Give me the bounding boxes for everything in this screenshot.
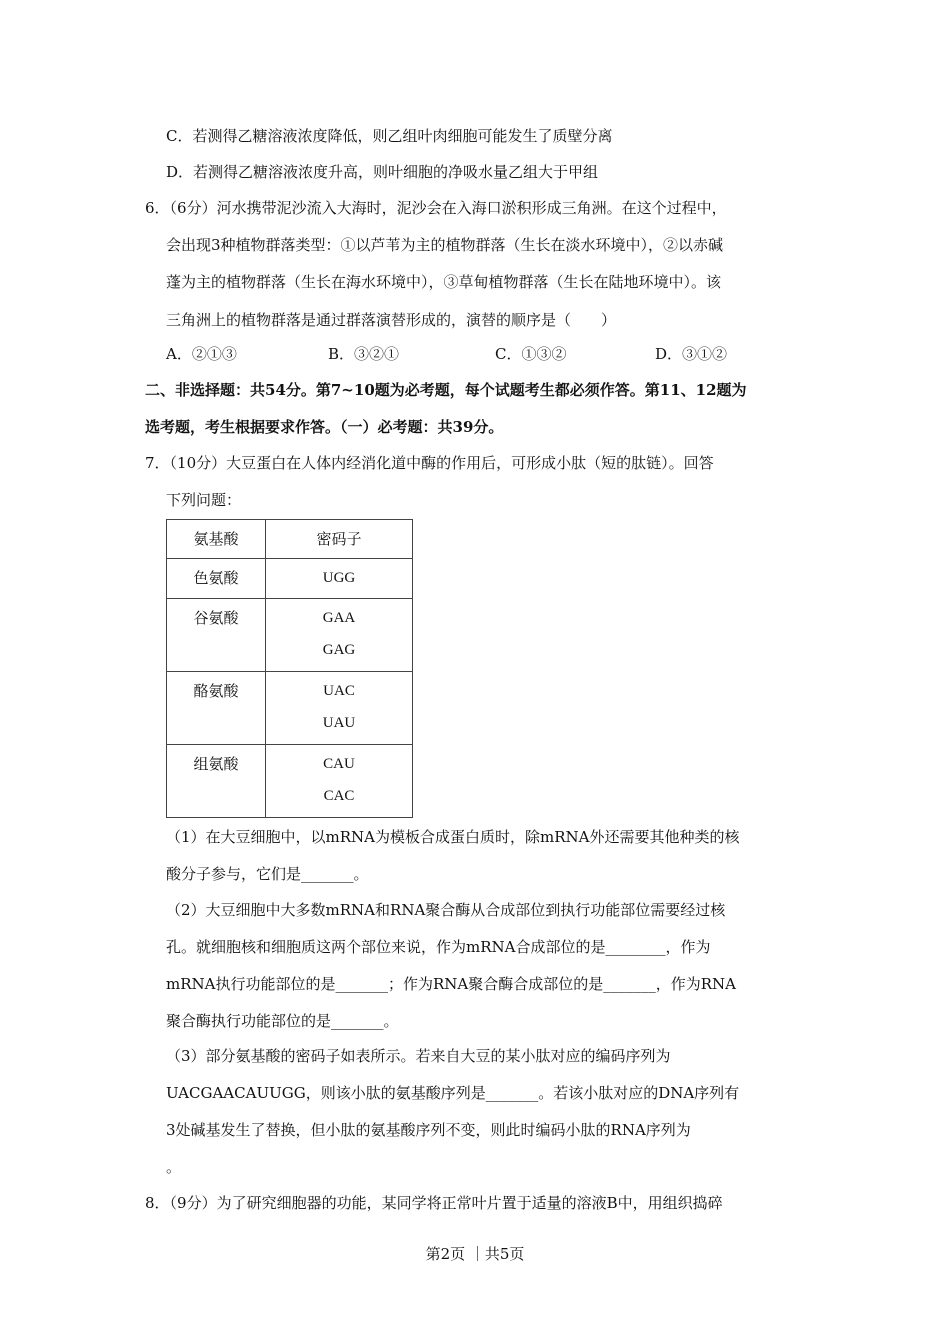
question-7-part-3-line-3: 3处碱基发生了替换，但小肽的氨基酸序列不变，则此时编码小肽的RNA序列为 [166, 1121, 691, 1139]
codon-table [166, 519, 413, 818]
amino-acid-cell: 谷氨酸 [167, 599, 266, 672]
amino-acid-cell: 色氨酸 [167, 559, 266, 599]
question-7-line-2: 下列问题： [166, 491, 242, 509]
question-5-option-c: C．若测得乙糖溶液浓度降低，则乙组叶肉细胞可能发生了质壁分离 [166, 127, 613, 145]
question-6-line-3: 蓬为主的植物群落（生长在海水环境中），③草甸植物群落（生长在陆地环境中）。该 [166, 273, 722, 291]
codon-cell: GAA GAG [266, 599, 413, 672]
section-2-heading-line-1: 二、非选择题：共54分。第7~10题为必考题，每个试题考生都必须作答。第11、12题为 [145, 381, 747, 399]
codon-cell: UAC UAU [266, 672, 413, 745]
amino-acid-cell: 组氨酸 [167, 745, 266, 818]
question-7-part-2-line-2: 孔。就细胞核和细胞质这两个部位来说，作为mRNA合成部位的是________，作为 [166, 938, 711, 956]
section-2-heading-line-2: 选考题，考生根据要求作答。（一）必考题：共39分。 [145, 418, 504, 436]
table-header-row [167, 520, 413, 559]
question-6-option-a: A．②①③ [166, 345, 237, 363]
table-header-codon: 密码子 [266, 520, 413, 559]
question-6-line-2: 会出现3种植物群落类型：①以芦苇为主的植物群落（生长在淡水环境中），②以赤碱 [166, 236, 724, 254]
question-6-line-4: 三角洲上的植物群落是通过群落演替形成的，演替的顺序是（ ） [166, 311, 617, 329]
table-header-amino-acid: 氨基酸 [167, 520, 266, 559]
question-6-option-b: B．③②① [328, 345, 400, 363]
question-6-line-1: 6．（6分）河水携带泥沙流入大海时，泥沙会在入海口淤积形成三角洲。在这个过程中， [145, 199, 727, 217]
question-7-part-2-line-4: 聚合酶执行功能部位的是_______。 [166, 1012, 399, 1030]
page-footer: 第2页 ｜共5页 [425, 1245, 525, 1263]
table-row [167, 559, 413, 599]
table-row [167, 745, 413, 818]
question-6-option-c: C．①③② [495, 345, 567, 363]
question-7-part-1-line-2: 酸分子参与，它们是_______。 [166, 865, 369, 883]
question-7-part-3-line-2: UACGAACAUUGG，则该小肽的氨基酸序列是_______。若该小肽对应的DNA序列有 [166, 1084, 740, 1102]
codon-cell: CAU CAC [266, 745, 413, 818]
question-7-line-1: 7．（10分）大豆蛋白在人体内经消化道中酶的作用后，可形成小肽（短的肽链）。回答 [145, 454, 714, 472]
table-row [167, 599, 413, 672]
question-7-part-3-line-1: （3）部分氨基酸的密码子如表所示。若来自大豆的某小肽对应的编码序列为 [166, 1047, 671, 1065]
table-row [167, 672, 413, 745]
question-8-line-1: 8．（9分）为了研究细胞器的功能，某同学将正常叶片置于适量的溶液B中，用组织捣碎 [145, 1194, 723, 1212]
question-6-option-d: D．③①② [655, 345, 728, 363]
question-7-part-1-line-1: （1）在大豆细胞中，以mRNA为模板合成蛋白质时，除mRNA外还需要其他种类的核 [166, 828, 740, 846]
question-5-option-d: D．若测得乙糖溶液浓度升高，则叶细胞的净吸水量乙组大于甲组 [166, 163, 599, 181]
question-7-part-2-line-3: mRNA执行功能部位的是_______；作为RNA聚合酶合成部位的是_______，作为RNA [166, 975, 736, 993]
question-7-part-3-line-4: 。 [166, 1158, 182, 1176]
codon-cell: UGG [266, 559, 413, 599]
question-7-part-2-line-1: （2）大豆细胞中大多数mRNA和RNA聚合酶从合成部位到执行功能部位需要经过核 [166, 901, 726, 919]
amino-acid-cell: 酪氨酸 [167, 672, 266, 745]
